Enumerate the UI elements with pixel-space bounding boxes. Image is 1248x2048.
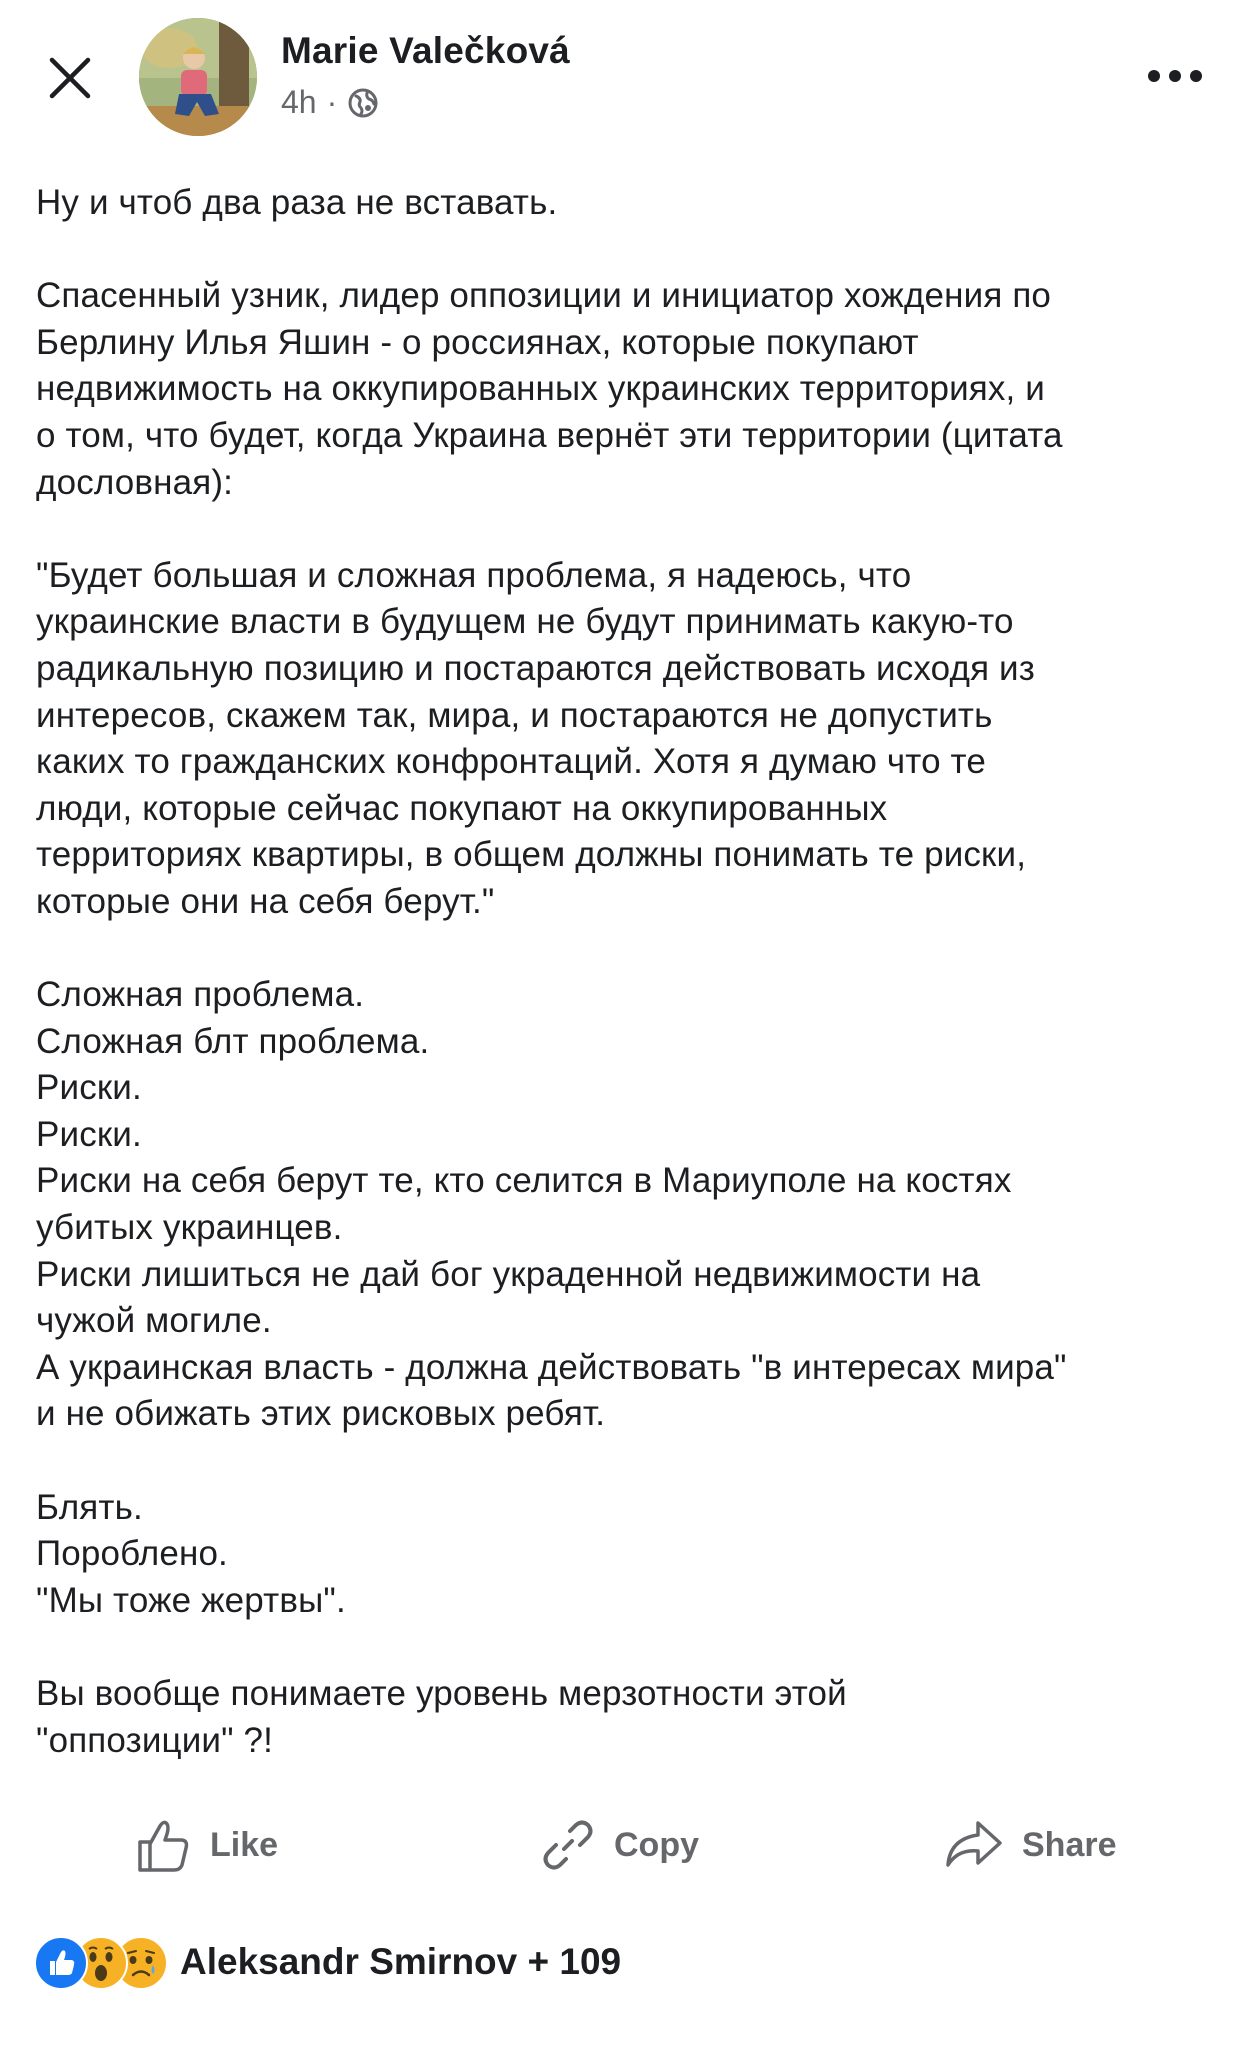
post-line: Риски лишиться не дай бог украденной недвижимости на bbox=[36, 1254, 981, 1294]
share-button[interactable] bbox=[944, 1810, 1117, 1880]
like-label: Like bbox=[210, 1825, 279, 1864]
post-line: "оппозиции" ?! bbox=[36, 1720, 274, 1760]
more-options-button[interactable] bbox=[1140, 58, 1210, 94]
post-line: Риски. bbox=[36, 1114, 142, 1154]
like-button[interactable] bbox=[134, 1810, 278, 1880]
post-time[interactable]: 4h bbox=[281, 84, 317, 120]
post-actions-bar bbox=[0, 1800, 1248, 1890]
post-line: Ну и чтоб два раза не вставать. bbox=[36, 183, 558, 222]
post-paragraph bbox=[36, 1485, 1216, 1625]
post-text bbox=[36, 180, 1216, 1811]
post-line: Сложная блт проблема. bbox=[36, 1021, 430, 1061]
post-line: А украинская власть - должна действовать "в интересах мира" bbox=[36, 1347, 1067, 1387]
post-line: Берлину Илья Яшин - о россиянах, которые покупают bbox=[36, 322, 919, 362]
like-reaction-icon bbox=[34, 1936, 88, 1990]
post-line: о том, что будет, когда Украина вернёт эти территории (цитата bbox=[36, 415, 1063, 455]
post-line: "Будет большая и сложная проблема, я надеюсь, что bbox=[36, 555, 912, 595]
post-line: Сложная проблема. bbox=[36, 975, 365, 1015]
post-paragraph bbox=[36, 273, 1216, 506]
post-line: Спасенный узник, лидер оппозиции и инициатор хождения по bbox=[36, 276, 1052, 316]
reaction-summary-text: Aleksandr Smirnov + 109 bbox=[180, 1941, 622, 1982]
post-line: Риски на себя берут те, кто селится в Мариуполе на костях bbox=[36, 1161, 1012, 1201]
post-line: дословная): bbox=[36, 462, 234, 502]
post-line: чужой могиле. bbox=[36, 1301, 272, 1341]
copy-label: Copy bbox=[614, 1825, 699, 1864]
post-line: Пороблено. bbox=[36, 1534, 228, 1574]
more-options-icon bbox=[1147, 69, 1203, 83]
post-paragraph bbox=[36, 1671, 1216, 1764]
close-icon bbox=[48, 56, 92, 100]
post-line: интересов, скажем так, мира, и постараются не допустить bbox=[36, 695, 993, 735]
reactions-summary[interactable] bbox=[34, 1932, 621, 1992]
post-paragraph bbox=[36, 180, 1216, 227]
post-line: "Мы тоже жертвы". bbox=[36, 1580, 346, 1620]
post-line: украинские власти в будущем не будут принимать какую-то bbox=[36, 602, 1014, 642]
reaction-icons bbox=[34, 1936, 174, 1988]
post-line: территориях квартиры, в общем должны понимать те риски, bbox=[36, 835, 1027, 875]
like-icon bbox=[134, 1816, 192, 1874]
post-line: люди, которые сейчас покупают на оккупированных bbox=[36, 788, 888, 828]
post-line: убитых украинцев. bbox=[36, 1208, 343, 1248]
post-line: которые они на себя берут." bbox=[36, 881, 495, 921]
post-paragraph bbox=[36, 972, 1216, 1438]
post-line: каких то гражданских конфронтаций. Хотя я думаю что те bbox=[36, 742, 986, 782]
globe-icon bbox=[347, 87, 379, 119]
close-button[interactable] bbox=[40, 48, 100, 108]
post-line: и не обижать этих рисковых ребят. bbox=[36, 1394, 606, 1434]
post-meta bbox=[281, 84, 379, 121]
post-paragraph bbox=[36, 553, 1216, 926]
post-line: Вы вообще понимаете уровень мерзотности этой bbox=[36, 1674, 847, 1713]
avatar-photo bbox=[139, 18, 257, 136]
copy-button[interactable] bbox=[540, 1810, 699, 1880]
author-name[interactable]: Marie Valečková bbox=[281, 30, 570, 71]
post-line: недвижимость на оккупированных украинских территориях, и bbox=[36, 369, 1045, 409]
meta-separator: · bbox=[326, 84, 338, 120]
post-line: Риски. bbox=[36, 1068, 142, 1108]
post-line: радикальную позицию и постараются действовать исходя из bbox=[36, 648, 1035, 688]
share-icon bbox=[944, 1817, 1004, 1873]
link-icon bbox=[540, 1817, 596, 1873]
avatar[interactable] bbox=[139, 18, 257, 136]
post-line: Блять. bbox=[36, 1487, 143, 1527]
share-label: Share bbox=[1022, 1825, 1117, 1864]
post-header bbox=[0, 0, 1248, 150]
